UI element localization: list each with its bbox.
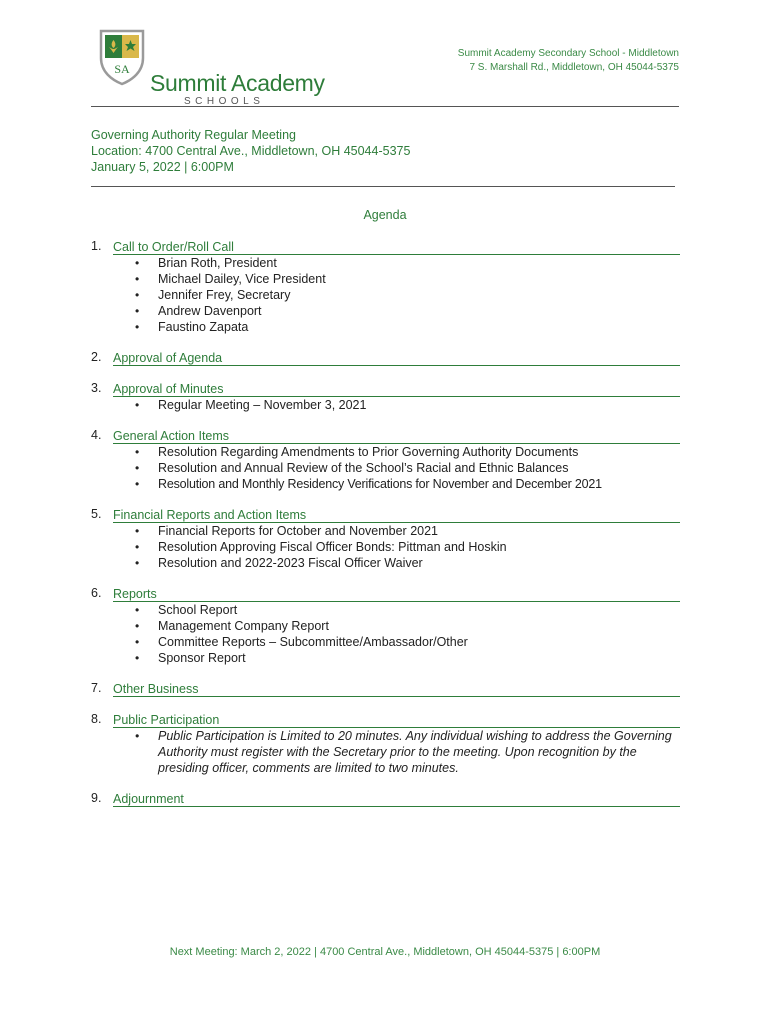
footer-next-meeting: Next Meeting: March 2, 2022 | 4700 Central Ave., Middletown, OH 45044-5375 | 6:00PM	[169, 946, 601, 958]
sub-item: • Committee Reports – Subcommittee/Ambassador/Other	[135, 635, 468, 649]
sub-item: • Brian Roth, President	[135, 256, 277, 270]
sub-item: • Management Company Report	[135, 619, 329, 633]
sub-item: • Faustino Zapata	[135, 320, 249, 334]
item-title: Reports	[113, 586, 680, 602]
agenda-item	[91, 681, 680, 697]
bullet-icon: •	[135, 540, 140, 554]
sub-item: • Resolution Regarding Amendments to Prior Governing Authority Documents	[135, 445, 579, 459]
sub-item: • Resolution Approving Fiscal Officer Bonds: Pittman and Hoskin	[135, 540, 507, 554]
item-number: 4.	[91, 428, 102, 442]
item-number: 2.	[91, 350, 102, 364]
agenda-item	[91, 350, 680, 366]
bullet-icon: •	[135, 320, 140, 334]
item-number: 9.	[91, 791, 102, 805]
agenda-list	[91, 239, 680, 822]
item-number: 1.	[91, 239, 102, 253]
item-title: General Action Items	[113, 428, 680, 444]
bullet-icon: •	[135, 461, 140, 475]
meeting-title: Governing Authority Regular Meeting	[91, 128, 296, 142]
sub-item: • Jennifer Frey, Secretary	[135, 288, 291, 302]
meeting-info	[91, 127, 410, 175]
meeting-divider	[91, 186, 675, 187]
sub-item: • Financial Reports for October and November 2021	[135, 524, 439, 538]
sub-item: • Resolution and 2022-2023 Fiscal Officer Waiver	[135, 556, 423, 570]
bullet-icon: •	[135, 603, 140, 617]
bullet-icon: •	[135, 304, 140, 318]
agenda-item	[91, 428, 680, 492]
school-name-line: Summit Academy Secondary School - Middletown	[457, 48, 679, 59]
meeting-location: Location: 4700 Central Ave., Middletown, OH 45044-5375	[91, 144, 411, 158]
bullet-icon: •	[135, 477, 140, 491]
bullet-icon: •	[135, 256, 140, 270]
brand-subtitle: SCHOOLS	[184, 96, 265, 107]
bullet-icon: •	[135, 651, 140, 665]
bullet-icon: •	[135, 729, 140, 743]
agenda-item	[91, 381, 680, 413]
item-title: Public Participation	[113, 712, 680, 728]
item-title: Adjournment	[113, 791, 680, 807]
sub-item: • Resolution and Monthly Residency Verifications for November and December 2021	[135, 477, 602, 491]
shield-initials: SA	[114, 62, 130, 76]
sub-item: • Andrew Davenport	[135, 304, 262, 318]
meeting-date: January 5, 2022 | 6:00PM	[91, 160, 234, 174]
header-divider	[91, 106, 679, 107]
item-number: 5.	[91, 507, 102, 521]
item-number: 3.	[91, 381, 102, 395]
school-address-line: 7 S. Marshall Rd., Middletown, OH 45044-5375	[469, 62, 679, 73]
item-number: 7.	[91, 681, 102, 695]
agenda-item	[91, 239, 680, 335]
bullet-icon: •	[135, 524, 140, 538]
item-number: 8.	[91, 712, 102, 726]
school-logo	[98, 28, 325, 107]
bullet-icon: •	[135, 272, 140, 286]
sub-item: • School Report	[135, 603, 238, 617]
item-title: Financial Reports and Action Items	[113, 507, 680, 523]
sub-item: • Michael Dailey, Vice President	[135, 272, 326, 286]
agenda-heading: Agenda	[363, 208, 407, 222]
agenda-item	[91, 586, 680, 666]
item-title: Approval of Minutes	[113, 381, 680, 397]
bullet-icon: •	[135, 445, 140, 459]
sub-item: • Sponsor Report	[135, 651, 246, 665]
agenda-item	[91, 791, 680, 807]
bullet-icon: •	[135, 619, 140, 633]
brand-name: Summit Academy	[150, 70, 325, 96]
item-title: Approval of Agenda	[113, 350, 680, 366]
bullet-icon: •	[135, 556, 140, 570]
agenda-item	[91, 507, 680, 571]
item-title: Other Business	[113, 681, 680, 697]
bullet-icon: •	[135, 635, 140, 649]
item-number: 6.	[91, 586, 102, 600]
sub-item: • Public Participation is Limited to 20 minutes. Any individual wishing to address the Governing Authority must register with the Secretary prior to the meeting. Upon recognition by the presiding officer, comments are limited to two minutes.	[135, 729, 672, 775]
agenda-item	[91, 712, 680, 776]
sub-item: • Resolution and Annual Review of the School’s Racial and Ethnic Balances	[135, 461, 569, 475]
item-title: Call to Order/Roll Call	[113, 239, 680, 255]
bullet-icon: •	[135, 398, 140, 412]
bullet-icon: •	[135, 288, 140, 302]
school-address-block	[458, 47, 679, 75]
sub-item: • Regular Meeting – November 3, 2021	[135, 398, 367, 412]
shield-icon	[98, 28, 146, 86]
